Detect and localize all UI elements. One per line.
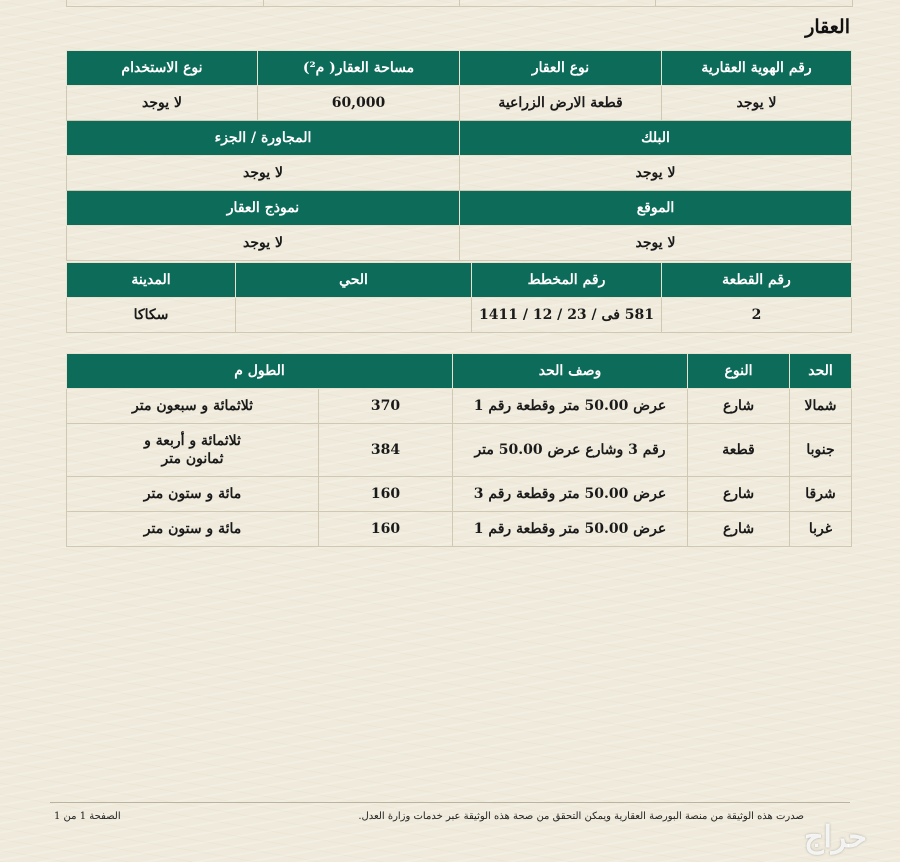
value-district xyxy=(236,298,472,333)
value-usage-type: لا يوجد xyxy=(67,86,258,121)
section-title: العقار xyxy=(805,16,850,38)
boundary-row-north xyxy=(67,389,852,424)
value-neighborhood-part: لا يوجد xyxy=(67,156,460,191)
boundary-length: 160 xyxy=(319,512,453,547)
boundary-type: شارع xyxy=(688,512,790,547)
header-boundary: الحد xyxy=(790,354,852,389)
header-boundary-description: وصف الحد xyxy=(453,354,688,389)
boundary-length-words: مائة و ستون متر xyxy=(67,477,319,512)
previous-table-edge xyxy=(66,0,853,7)
plot-header-row xyxy=(67,263,852,298)
haraj-watermark-logo: حراج xyxy=(804,820,867,855)
boundaries-header-row xyxy=(67,354,852,389)
boundary-length: 160 xyxy=(319,477,453,512)
boundary-description: رقم 3 وشارع عرض 50.00 متر xyxy=(453,424,688,477)
header-neighborhood-part: المجاورة / الجزء xyxy=(67,121,460,156)
header-boundary-type: النوع xyxy=(688,354,790,389)
header-block: البلك xyxy=(460,121,852,156)
plot-details-table xyxy=(66,262,852,333)
boundary-type: شارع xyxy=(688,389,790,424)
boundary-direction: غربا xyxy=(790,512,852,547)
property-details-table xyxy=(66,50,852,261)
page-number: الصفحة 1 من 1 xyxy=(54,811,121,822)
property-value-row-2 xyxy=(67,156,852,191)
boundary-length-words: ثلاثمائة و أربعة و ثمانون متر xyxy=(67,424,319,477)
value-property-id: لا يوجد xyxy=(662,86,852,121)
header-district: الحي xyxy=(236,263,472,298)
value-plan-number: 581 فى / 23 / 12 / 1411 xyxy=(472,298,662,333)
property-value-row-3 xyxy=(67,226,852,261)
value-location: لا يوجد xyxy=(460,226,852,261)
property-value-row-1 xyxy=(67,86,852,121)
footer-notice: صدرت هذه الوثيقة من منصة البورصة العقارية ويمكن التحقق من صحة هذه الوثيقة عبر خدمات وزارة العدل. xyxy=(358,811,804,822)
boundary-row-east xyxy=(67,477,852,512)
boundary-type: شارع xyxy=(688,477,790,512)
boundary-description: عرض 50.00 متر وقطعة رقم 1 xyxy=(453,512,688,547)
header-city: المدينة xyxy=(67,263,236,298)
plot-value-row xyxy=(67,298,852,333)
header-property-area: مساحة العقار( م²) xyxy=(258,51,460,86)
value-property-model: لا يوجد xyxy=(67,226,460,261)
boundary-direction: شرقا xyxy=(790,477,852,512)
boundaries-table xyxy=(66,353,852,547)
property-header-row-3 xyxy=(67,191,852,226)
header-plot-number: رقم القطعة xyxy=(662,263,852,298)
header-usage-type: نوع الاستخدام xyxy=(67,51,258,86)
boundary-direction: شمالا xyxy=(790,389,852,424)
boundary-length: 370 xyxy=(319,389,453,424)
value-property-type: قطعة الارض الزراعية xyxy=(460,86,662,121)
header-property-id: رقم الهوية العقارية xyxy=(662,51,852,86)
boundary-row-south xyxy=(67,424,852,477)
boundary-direction: جنوبا xyxy=(790,424,852,477)
property-header-row-1 xyxy=(67,51,852,86)
boundary-description: عرض 50.00 متر وقطعة رقم 3 xyxy=(453,477,688,512)
boundary-description: عرض 50.00 متر وقطعة رقم 1 xyxy=(453,389,688,424)
boundary-type: قطعة xyxy=(688,424,790,477)
boundary-length: 384 xyxy=(319,424,453,477)
header-property-model: نموذج العقار xyxy=(67,191,460,226)
header-property-type: نوع العقار xyxy=(460,51,662,86)
boundary-row-west xyxy=(67,512,852,547)
footer-divider xyxy=(50,802,850,803)
header-length: الطول م xyxy=(67,354,453,389)
boundary-length-words: مائة و ستون متر xyxy=(67,512,319,547)
header-location: الموقع xyxy=(460,191,852,226)
value-property-area: 60,000 xyxy=(258,86,460,121)
value-city: سكاكا xyxy=(67,298,236,333)
boundary-length-words: ثلاثمائة و سبعون متر xyxy=(67,389,319,424)
header-plan-number: رقم المخطط xyxy=(472,263,662,298)
value-block: لا يوجد xyxy=(460,156,852,191)
value-plot-number: 2 xyxy=(662,298,852,333)
property-header-row-2 xyxy=(67,121,852,156)
